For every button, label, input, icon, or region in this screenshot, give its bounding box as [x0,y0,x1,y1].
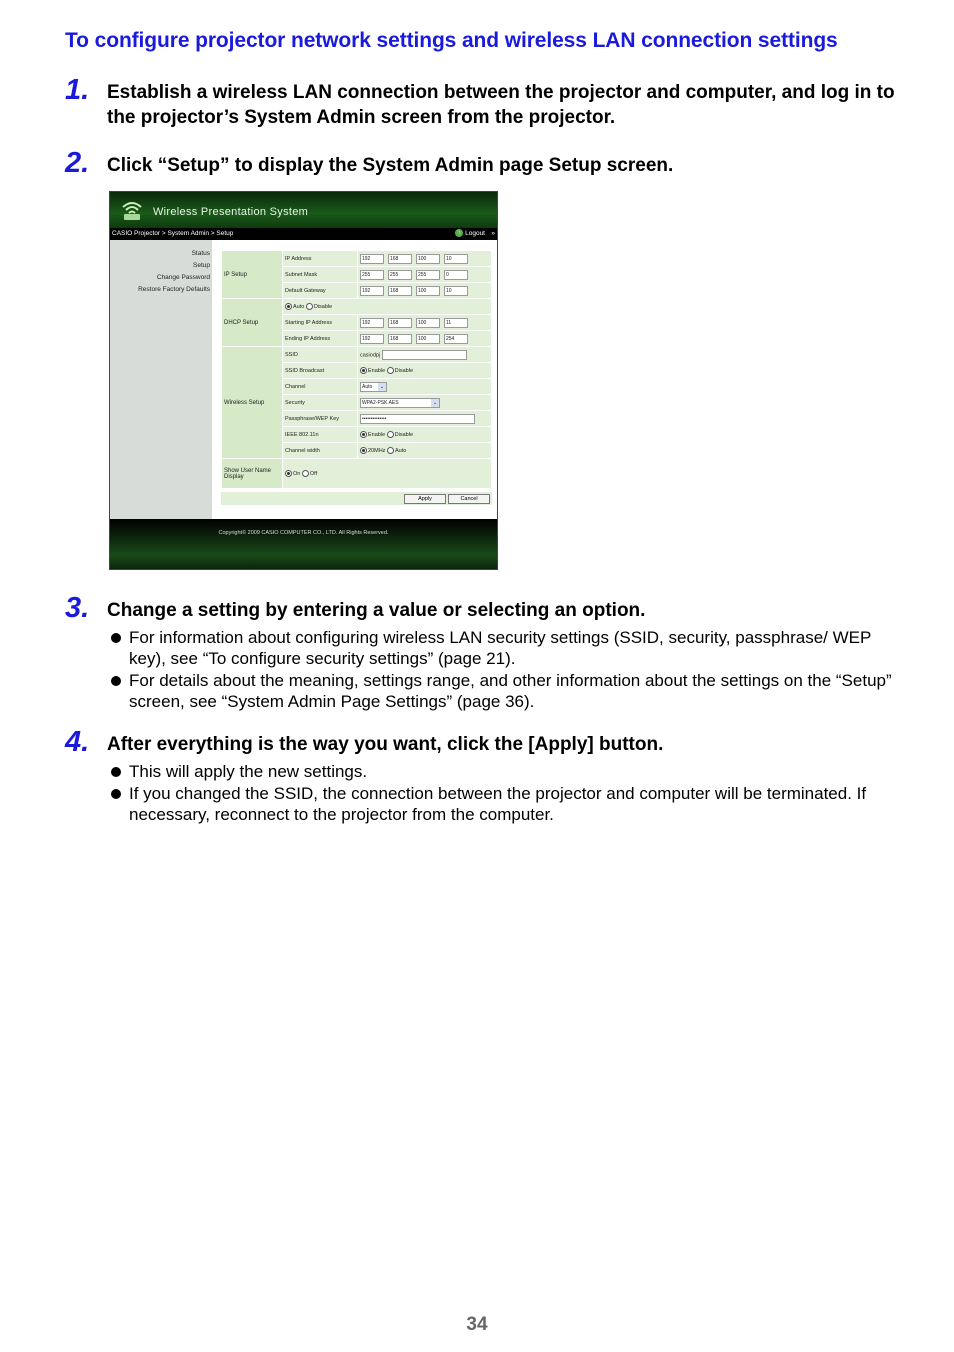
field-label: Channel width [283,443,358,459]
start-octet-input[interactable]: 168 [388,318,412,328]
logout-icon: ↑ [455,229,463,237]
passphrase-input[interactable]: •••••••••••••• [360,414,475,424]
security-select[interactable] [360,398,440,408]
passphrase-field [358,411,492,427]
setup-screenshot [109,191,498,570]
start-octet-input[interactable]: 100 [416,318,440,328]
gateway-field [358,283,492,299]
step-number: 2. [65,147,90,179]
sidebar-item-change-password[interactable]: Change Password [156,274,210,281]
channel-select[interactable] [360,382,387,392]
channel-width-field [358,443,492,459]
section-ip-setup: IP Setup [222,251,283,299]
start-octet-input[interactable]: 192 [360,318,384,328]
ieee-enable-radio[interactable] [360,431,367,438]
ssid-prefix: casiodpj [360,351,381,358]
ip-octet-input[interactable]: 192 [360,254,384,264]
ip-address-field [358,251,492,267]
width-20mhz-radio[interactable] [360,447,367,454]
bullet-list [107,761,895,825]
step-1 [65,74,895,130]
gateway-octet-input[interactable]: 10 [444,286,468,296]
field-label: Default Gateway [283,283,358,299]
broadcast-disable-radio[interactable] [387,367,394,374]
ip-octet-input[interactable]: 100 [416,254,440,264]
field-label: IP Address [283,251,358,267]
field-label: SSID [283,347,358,363]
step-text: Click “Setup” to display the System Admin page Setup screen. [107,155,674,176]
start-octet-input[interactable]: 11 [444,318,468,328]
radio-label: Disable [313,303,333,310]
end-octet-input[interactable]: 168 [388,334,412,344]
field-label: Passphrase/WEP Key [283,411,358,427]
bullet-list [107,627,895,712]
security-field [358,395,492,411]
ip-octet-input[interactable]: 10 [444,254,468,264]
ssid-input[interactable] [382,350,467,360]
end-ip-field [358,331,492,347]
list-item: This will apply the new settings. [107,761,895,782]
step-3 [65,592,895,713]
step-4 [65,726,895,826]
cancel-button[interactable]: Cancel [448,494,490,504]
screenshot-header [110,192,497,228]
section-dhcp-setup: DHCP Setup [222,299,283,347]
breadcrumb-bar [110,228,497,240]
sidebar-item-setup[interactable]: Setup [193,262,210,269]
copyright-text: Copyright© 2009 CASIO COMPUTER CO., LTD. All Rights Reserved. [218,530,389,536]
show-user-field [283,459,492,489]
channel-field [358,379,492,395]
subnet-octet-input[interactable]: 255 [416,270,440,280]
end-octet-input[interactable]: 192 [360,334,384,344]
subnet-field [358,267,492,283]
step-text: Change a setting by entering a value or selecting an option. [107,600,646,621]
double-arrow-icon: » [491,230,495,237]
app-title: Wireless Presentation System [153,206,309,218]
sidebar-item-restore-defaults[interactable]: Restore Factory Defaults [138,286,210,293]
ip-octet-input[interactable]: 168 [388,254,412,264]
radio-label: Enable [368,431,386,438]
field-label: Security [283,395,358,411]
subnet-octet-input[interactable]: 255 [388,270,412,280]
dhcp-auto-radio[interactable] [285,303,292,310]
radio-label: 20MHz [368,447,386,454]
broadcast-enable-radio[interactable] [360,367,367,374]
channel-value: Auto [362,383,373,390]
step-number: 1. [65,74,90,106]
radio-label: Disable [394,367,414,374]
step-number: 3. [65,592,90,624]
screenshot-footer [110,519,497,570]
form-button-row [221,492,492,505]
ieee-disable-radio[interactable] [387,431,394,438]
step-text: After everything is the way you want, click the [Apply] button. [107,734,664,755]
show-user-on-radio[interactable] [285,470,292,477]
list-item: For information about configuring wireless LAN security settings (SSID, security, passphrase/ WEP key), see “To configure security settings” (page 21). [107,627,895,669]
section-wireless-setup: Wireless Setup [222,347,283,459]
chevron-down-icon: ⌄ [432,399,438,406]
list-item: If you changed the SSID, the connection between the projector and computer will be terminated. If necessary, reconnect to the projector from the computer. [107,783,895,825]
breadcrumb: CASIO Projector > System Admin > Setup [112,230,234,237]
page-heading: To configure projector network settings and wireless LAN connection settings [65,29,838,52]
ieee-field [358,427,492,443]
sidebar [110,240,212,519]
width-auto-radio[interactable] [387,447,394,454]
broadcast-field [358,363,492,379]
gateway-octet-input[interactable]: 192 [360,286,384,296]
apply-button[interactable]: Apply [404,494,446,504]
section-show-user-name: Show User Name Display [222,459,283,489]
field-label: Channel [283,379,358,395]
field-label: Subnet Mask [283,267,358,283]
chevron-down-icon: ⌄ [379,383,385,390]
radio-label: Auto [394,447,407,454]
logout-link[interactable] [455,229,485,237]
field-label: IEEE 802.11n [283,427,358,443]
end-octet-input[interactable]: 254 [444,334,468,344]
setup-form [212,240,498,519]
wireless-logo-icon [120,198,144,222]
subnet-octet-input[interactable]: 255 [360,270,384,280]
step-2 [65,147,895,179]
step-number: 4. [65,726,90,758]
list-item: For details about the meaning, settings range, and other information about the settings on the “Setup” screen, see “System Admin Page Settings” (page 36). [107,670,895,712]
field-label: Ending IP Address [283,331,358,347]
security-value: WPA2-PSK AES [362,399,399,406]
start-ip-field [358,315,492,331]
sidebar-item-status[interactable]: Status [191,250,210,257]
subnet-octet-input[interactable]: 0 [444,270,468,280]
radio-label: Off [309,470,318,477]
field-label: SSID Broadcast [283,363,358,379]
radio-label: Auto [293,303,305,310]
dhcp-mode-field [283,299,492,315]
radio-label: Disable [394,431,414,438]
gateway-octet-input[interactable]: 100 [416,286,440,296]
gateway-octet-input[interactable]: 168 [388,286,412,296]
radio-label: On [293,470,301,477]
field-label: Starting IP Address [283,315,358,331]
settings-table [221,250,492,489]
end-octet-input[interactable]: 100 [416,334,440,344]
ssid-field [358,347,492,363]
show-user-off-radio[interactable] [302,470,309,477]
radio-label: Enable [368,367,386,374]
step-text: Establish a wireless LAN connection between the projector and computer, and log in to the projector’s System Admin screen from the projector. [107,82,895,128]
page-number: 34 [466,1314,488,1335]
dhcp-disable-radio[interactable] [306,303,313,310]
logout-label: Logout [465,229,485,237]
